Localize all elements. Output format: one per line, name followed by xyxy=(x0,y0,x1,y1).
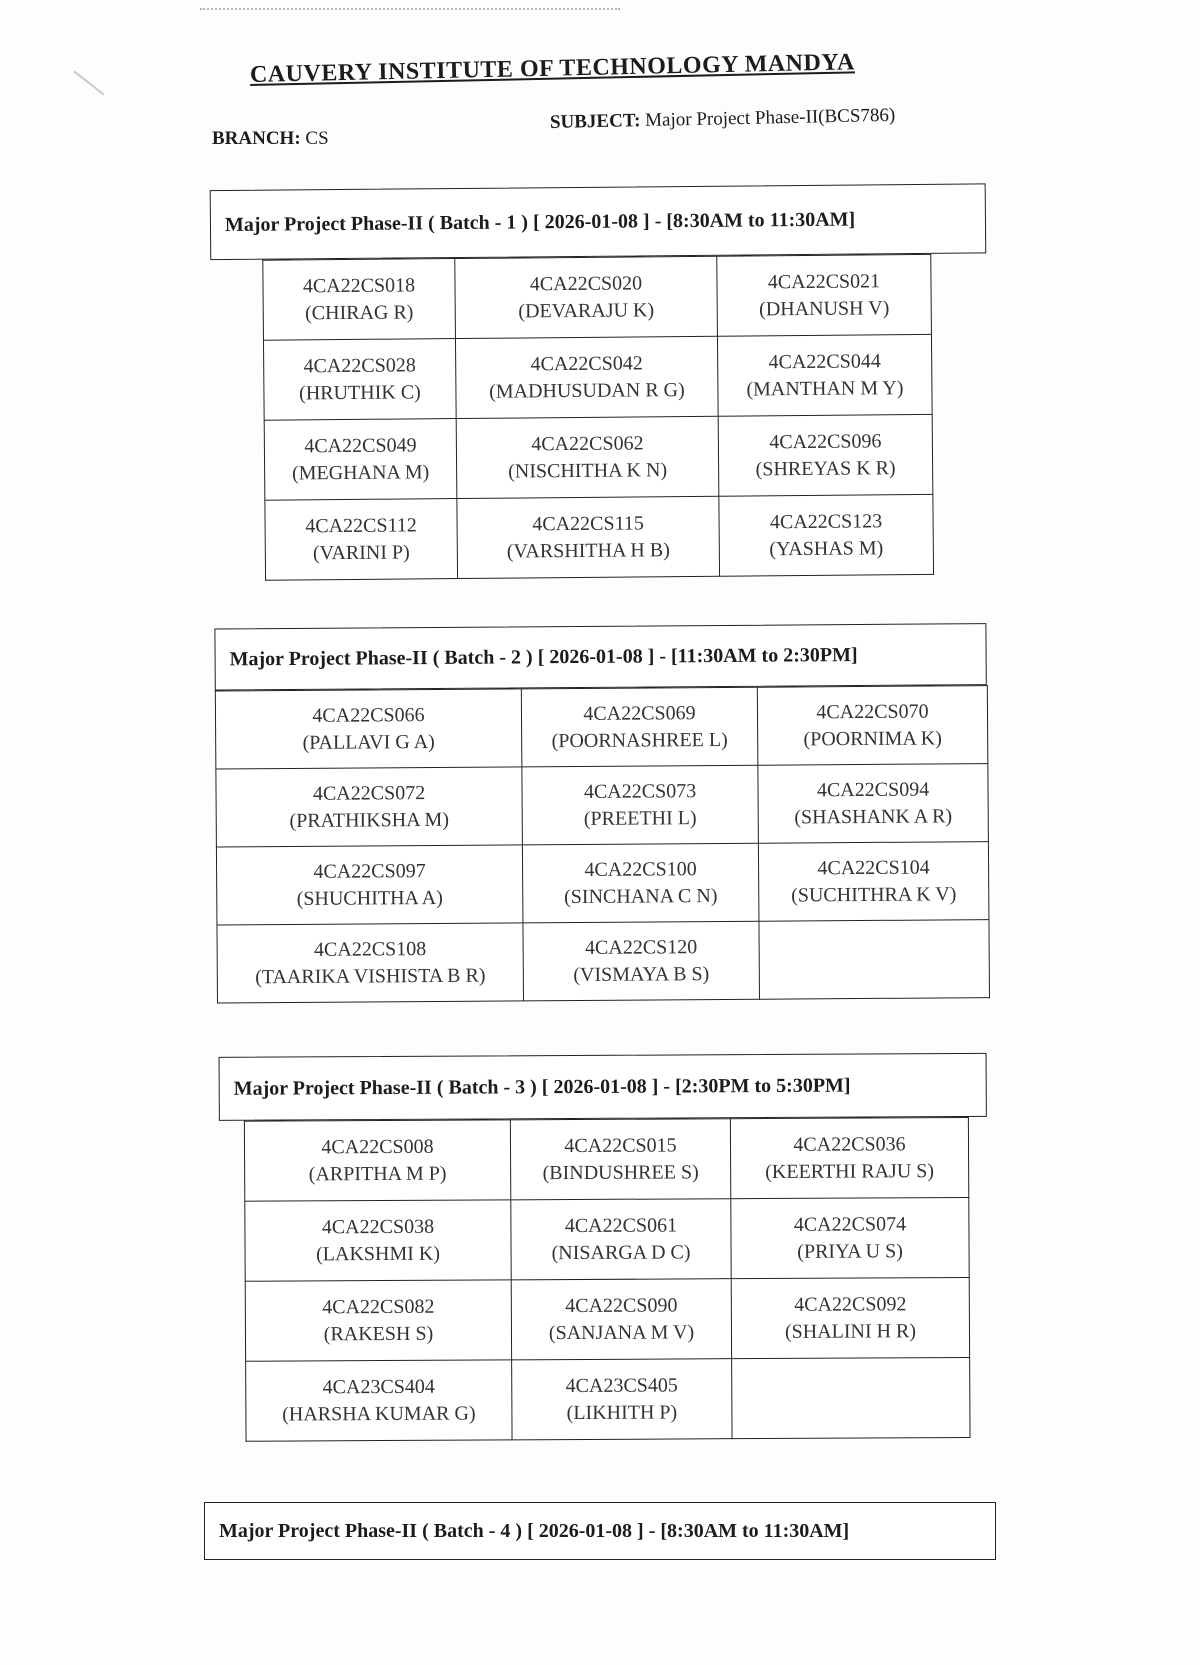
student-usn: 4CA22CS073 xyxy=(583,779,697,803)
student-name: (HARSHA KUMAR G) xyxy=(282,1402,476,1426)
student-cell xyxy=(511,1199,731,1280)
student-name: (SHASHANK A R) xyxy=(794,804,953,828)
student-name: (DEVARAJU K) xyxy=(518,298,655,322)
student-usn: 4CA22CS072 xyxy=(312,781,426,805)
student-cell xyxy=(758,764,989,844)
batch-3-heading: Major Project Phase-II ( Batch - 3 ) [ 2026-01-08 ] - [2:30PM to 5:30PM] xyxy=(219,1053,987,1121)
student-usn xyxy=(732,1397,969,1398)
student-usn xyxy=(760,959,989,961)
student-name: (SHREYAS K R) xyxy=(755,456,896,480)
branch-value: CS xyxy=(305,128,329,149)
student-usn: 4CA23CS405 xyxy=(565,1373,678,1397)
student-name: (PRATHIKSHA M) xyxy=(289,808,450,832)
student-name: (KEERTHI RAJU S) xyxy=(765,1159,935,1183)
student-name: (ARPITHA M P) xyxy=(308,1162,447,1185)
batch-4-heading: Major Project Phase-II ( Batch - 4 ) [ 2026-01-08 ] - [8:30AM to 11:30AM] xyxy=(204,1502,996,1560)
student-cell xyxy=(215,689,522,769)
scan-artifact-mark xyxy=(73,71,104,96)
student-name: (SUCHITHRA K V) xyxy=(791,882,957,906)
batch-3-table xyxy=(244,1117,971,1442)
student-usn: 4CA22CS008 xyxy=(321,1135,434,1158)
student-cell xyxy=(717,334,932,416)
table-row xyxy=(217,920,990,1003)
student-usn: 4CA22CS074 xyxy=(793,1212,907,1236)
batch-1-heading: Major Project Phase-II ( Batch - 1 ) [ 2026-01-08 ] - [8:30AM to 11:30AM] xyxy=(210,183,987,260)
student-usn: 4CA22CS028 xyxy=(303,353,416,377)
table-row xyxy=(245,1277,969,1361)
branch-line xyxy=(212,128,329,150)
student-usn: 4CA22CS108 xyxy=(313,937,427,961)
table-row xyxy=(263,254,932,340)
student-usn: 4CA22CS123 xyxy=(769,509,883,533)
student-usn: 4CA22CS120 xyxy=(584,935,698,959)
student-cell xyxy=(511,1279,731,1360)
student-usn: 4CA22CS020 xyxy=(529,271,643,295)
student-usn: 4CA22CS062 xyxy=(531,431,644,455)
student-usn: 4CA22CS015 xyxy=(564,1133,677,1157)
student-usn: 4CA22CS092 xyxy=(794,1292,907,1316)
student-usn: 4CA22CS112 xyxy=(305,513,417,537)
scan-artifact-top xyxy=(200,0,620,10)
student-name: (SINCHANA C N) xyxy=(564,884,718,908)
student-usn: 4CA22CS097 xyxy=(313,859,426,883)
student-cell xyxy=(245,1200,511,1281)
student-usn: 4CA22CS038 xyxy=(321,1215,435,1238)
student-cell xyxy=(244,1120,510,1201)
student-usn: 4CA22CS082 xyxy=(322,1295,435,1318)
student-usn: 4CA22CS036 xyxy=(793,1132,906,1156)
student-usn: 4CA22CS049 xyxy=(304,433,417,457)
table-row xyxy=(246,1357,970,1441)
student-name: (SHUCHITHA A) xyxy=(296,886,443,910)
table-row xyxy=(264,414,933,500)
student-cell xyxy=(216,767,523,847)
student-cell xyxy=(522,765,759,845)
student-name: (TAARIKA VISHISTA B R) xyxy=(255,964,486,988)
student-name: (SANJANA M V) xyxy=(548,1320,695,1344)
student-name: (PRIYA U S) xyxy=(797,1239,903,1263)
student-cell xyxy=(717,254,932,336)
student-name: (BINDUSHREE S) xyxy=(542,1160,699,1184)
table-row xyxy=(244,1117,968,1201)
table-row xyxy=(245,1197,969,1281)
student-cell xyxy=(455,336,718,418)
student-name: (LAKSHMI K) xyxy=(316,1242,441,1265)
student-name: (PALLAVI G A) xyxy=(302,730,435,754)
table-row xyxy=(215,686,988,769)
subject-value: Major Project Phase-II(BCS786) xyxy=(644,104,896,132)
student-cell xyxy=(456,416,719,498)
student-cell xyxy=(521,687,758,767)
student-name: (PREETHI L) xyxy=(583,806,697,830)
student-cell xyxy=(263,259,456,341)
student-cell xyxy=(246,1360,512,1441)
student-usn: 4CA22CS094 xyxy=(816,778,930,801)
student-name: (LIKHITH P) xyxy=(566,1400,678,1424)
student-name: (MANTHAN M Y) xyxy=(746,376,904,401)
student-usn: 4CA22CS021 xyxy=(767,269,881,293)
student-cell xyxy=(455,256,718,338)
table-row xyxy=(265,494,934,580)
student-name: (CHIRAG R) xyxy=(304,300,414,324)
student-usn: 4CA22CS115 xyxy=(532,511,644,535)
student-usn: 4CA22CS090 xyxy=(565,1293,678,1317)
table-row xyxy=(263,334,932,420)
student-cell xyxy=(265,499,458,581)
student-name: (SHALINI H R) xyxy=(784,1319,917,1343)
student-name: (DHANUSH V) xyxy=(759,296,890,320)
page-title: CAUVERY INSTITUTE OF TECHNOLOGY MANDYA xyxy=(249,49,856,88)
student-cell xyxy=(759,920,990,1000)
subject-label: SUBJECT: xyxy=(549,110,641,133)
student-name: (MEGHANA M) xyxy=(291,460,430,484)
student-name: (VARSHITHA H B) xyxy=(506,538,670,563)
student-cell xyxy=(732,1357,970,1438)
batch-1-table xyxy=(262,254,934,581)
student-name: (NISCHITHA K N) xyxy=(508,458,668,483)
student-usn: 4CA22CS100 xyxy=(584,857,697,881)
student-cell xyxy=(522,843,759,923)
student-usn: 4CA22CS018 xyxy=(302,273,416,297)
student-cell xyxy=(731,1277,969,1358)
student-usn: 4CA22CS069 xyxy=(583,701,696,725)
student-cell xyxy=(758,842,989,922)
student-cell xyxy=(730,1117,968,1198)
student-usn: 4CA22CS096 xyxy=(769,429,882,453)
student-name: (HRUTHIK C) xyxy=(299,380,421,404)
student-name: (YASHAS M) xyxy=(769,536,884,560)
student-usn: 4CA22CS061 xyxy=(564,1213,678,1237)
student-usn: 4CA22CS066 xyxy=(312,703,425,727)
student-name: (VISMAYA B S) xyxy=(573,962,710,986)
student-cell xyxy=(510,1119,730,1200)
student-cell xyxy=(216,845,523,925)
student-name: (RAKESH S) xyxy=(323,1322,434,1345)
table-row xyxy=(216,842,989,925)
subject-line xyxy=(550,105,896,134)
student-usn: 4CA22CS104 xyxy=(817,856,930,879)
student-usn: 4CA23CS404 xyxy=(322,1375,435,1398)
student-usn: 4CA22CS070 xyxy=(816,700,929,723)
student-name: (VARINI P) xyxy=(312,540,410,564)
student-name: (POORNIMA K) xyxy=(803,726,942,750)
student-cell xyxy=(523,921,760,1001)
batch-2-table xyxy=(215,685,990,1003)
student-cell xyxy=(263,339,456,421)
student-cell xyxy=(245,1280,511,1361)
student-cell xyxy=(512,1359,732,1440)
student-cell xyxy=(719,494,934,576)
student-cell xyxy=(264,419,457,501)
student-cell xyxy=(731,1197,969,1278)
student-usn: 4CA22CS042 xyxy=(530,351,643,375)
batch-2-heading: Major Project Phase-II ( Batch - 2 ) [ 2026-01-08 ] - [11:30AM to 2:30PM] xyxy=(214,623,986,690)
student-usn: 4CA22CS044 xyxy=(768,349,881,373)
student-name: (NISARGA D C) xyxy=(551,1240,691,1264)
student-name: (POORNASHREE L) xyxy=(551,728,728,752)
student-name xyxy=(732,1397,969,1398)
student-name xyxy=(760,959,989,961)
table-row xyxy=(216,764,989,847)
student-cell xyxy=(217,923,524,1003)
branch-label: BRANCH: xyxy=(212,128,301,149)
student-cell xyxy=(757,686,988,766)
student-cell xyxy=(718,414,933,496)
student-name: (MADHUSUDAN R G) xyxy=(489,378,685,403)
student-cell xyxy=(457,496,720,578)
